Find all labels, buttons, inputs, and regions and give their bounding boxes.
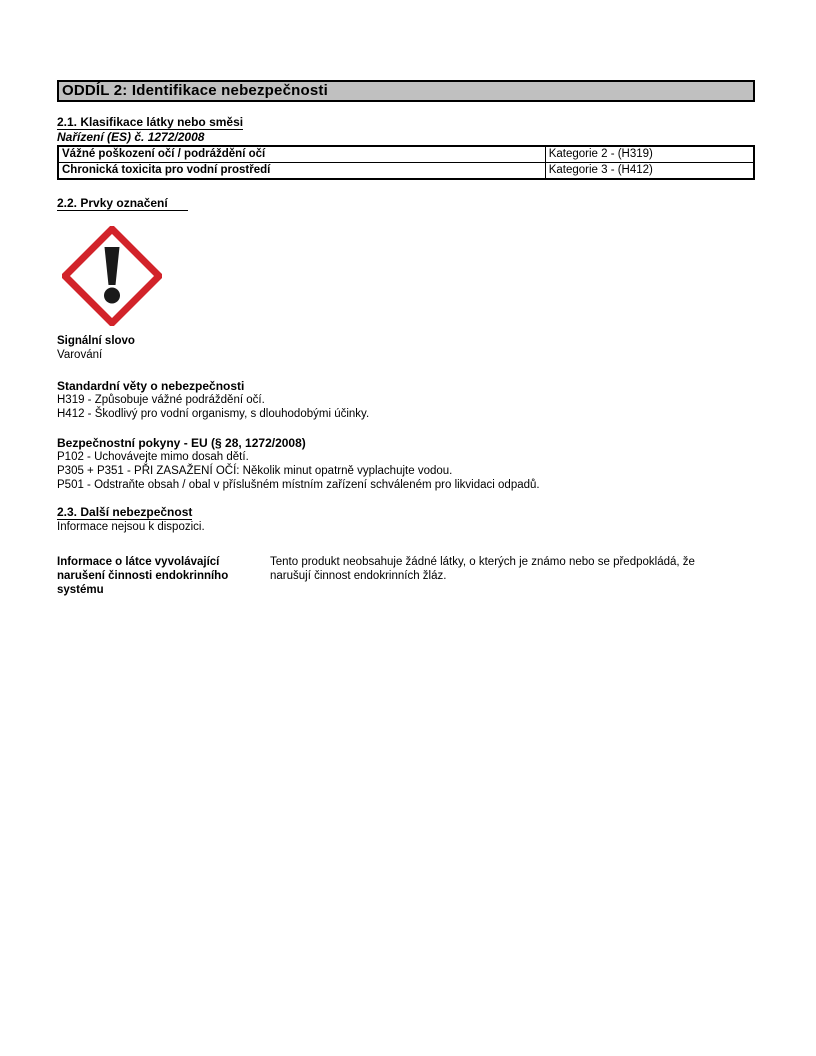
hazard-statements-heading: Standardní věty o nebezpečnosti bbox=[57, 379, 245, 393]
hazard-statements-list bbox=[57, 393, 755, 421]
heading-2-2-label: 2.2. Prvky označení bbox=[57, 196, 188, 211]
hazard-category-cell: Kategorie 2 - (H319) bbox=[545, 146, 754, 163]
hazard-category-cell: Kategorie 3 - (H412) bbox=[545, 163, 754, 180]
table-row bbox=[58, 163, 754, 180]
hazard-statements-block bbox=[57, 379, 755, 421]
heading-2-1 bbox=[57, 115, 755, 130]
section-2-content bbox=[57, 80, 755, 597]
signal-word-value: Varování bbox=[57, 349, 103, 361]
precautionary-statement: P501 - Odstraňte obsah / obal v příslušném místním zařízení schváleném pro likvidaci odpadů. bbox=[57, 479, 540, 491]
ghs07-exclamation-icon bbox=[62, 226, 162, 326]
signal-word-label: Signální slovo bbox=[57, 335, 135, 347]
section-header-title: ODDÍL 2: Identifikace nebezpečnosti bbox=[62, 82, 328, 99]
precautionary-block bbox=[57, 436, 755, 492]
endocrine-text: Tento produkt neobsahuje žádné látky, o kterých je známo nebo se předpokládá, že narušují činnost endokrinních žláz. bbox=[270, 556, 695, 582]
section-header-bar bbox=[57, 80, 755, 102]
heading-2-3-label: 2.3. Další nebezpečnost bbox=[57, 505, 193, 519]
classification-table bbox=[57, 145, 755, 180]
signal-word-block bbox=[57, 334, 755, 362]
heading-2-3 bbox=[57, 505, 755, 520]
endocrine-block bbox=[57, 555, 755, 597]
precautionary-list bbox=[57, 450, 755, 492]
regulation-note: Nařízení (ES) č. 1272/2008 bbox=[57, 130, 205, 144]
endocrine-label: Informace o látce vyvolávající narušení činnosti endokrinního systému bbox=[57, 556, 229, 596]
precautionary-statement: P102 - Uchovávejte mimo dosah dětí. bbox=[57, 451, 249, 463]
table-row bbox=[58, 146, 754, 163]
other-hazards-text: Informace nejsou k dispozici. bbox=[57, 521, 205, 533]
hazard-statement: H319 - Způsobuje vážné podráždění očí. bbox=[57, 394, 265, 406]
hazard-statement: H412 - Škodlivý pro vodní organismy, s dlouhodobými účinky. bbox=[57, 408, 370, 420]
precautionary-statement: P305 + P351 - PŘI ZASAŽENÍ OČÍ: Několik minut opatrně vyplachujte vodou. bbox=[57, 465, 453, 477]
precautionary-heading: Bezpečnostní pokyny - EU (§ 28, 1272/2008) bbox=[57, 436, 306, 450]
heading-2-2 bbox=[57, 196, 755, 211]
heading-2-1-label: 2.1. Klasifikace látky nebo směsi bbox=[57, 115, 244, 129]
hazard-name-cell: Chronická toxicita pro vodní prostředí bbox=[58, 163, 545, 180]
hazard-name-cell: Vážné poškození očí / podráždění očí bbox=[58, 146, 545, 163]
